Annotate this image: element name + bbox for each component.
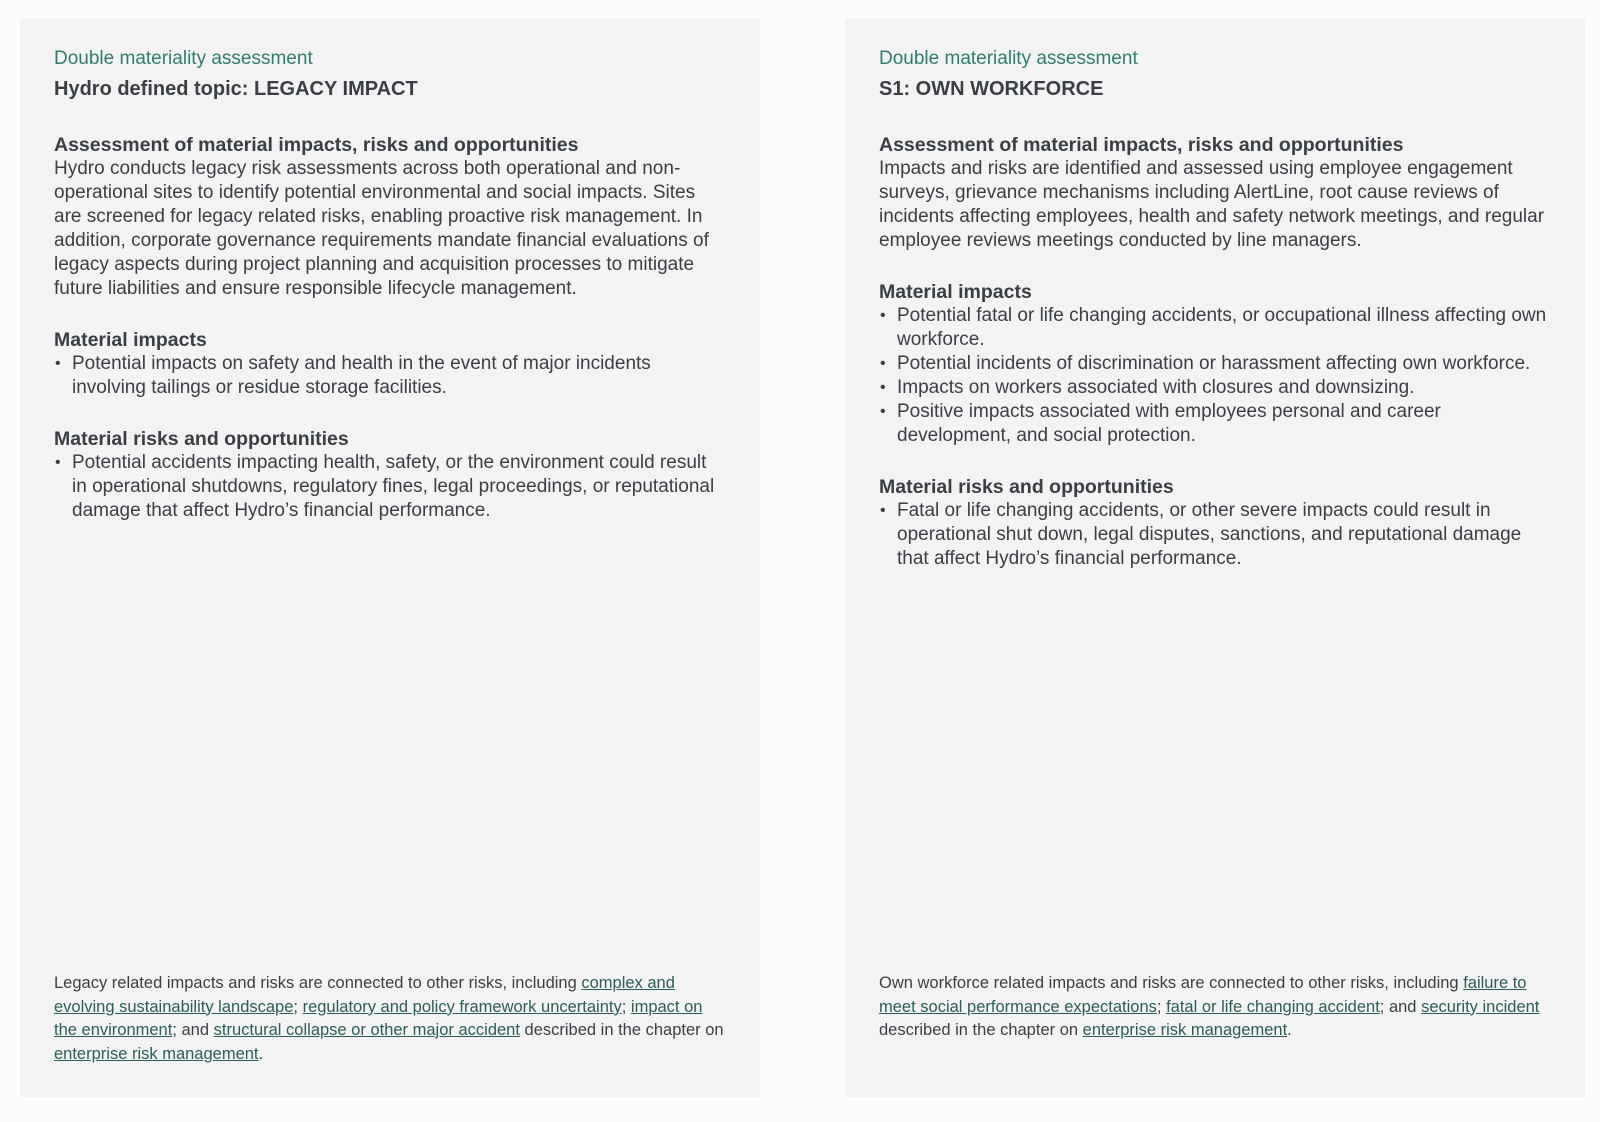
- material-impacts-section: [54, 328, 726, 400]
- note-text: Own workforce related impacts and risks are connected to other risks, including: [879, 974, 1464, 992]
- section-kicker: Double materiality assessment: [54, 48, 313, 69]
- material-impacts-list: [54, 352, 726, 400]
- assessment-text: Hydro conducts legacy risk assessments across both operational and non-operational sites to identify potential environmental and social impacts. Sites are screened for legacy related risks, enabling proactive risk management. In addition, corporate governance requirements mandate financial evaluations of legacy aspects during project planning and acquisition processes to mitigate future liabilities and ensure responsible lifecycle management.: [54, 158, 709, 299]
- connected-risks-note: [54, 972, 726, 1066]
- topic-title: Hydro defined topic: LEGACY IMPACT: [54, 78, 418, 100]
- left-panel: [20, 19, 760, 1097]
- note-text: ;: [293, 997, 303, 1016]
- material-impacts-list: [879, 304, 1551, 448]
- list-item: • Potential incidents of discrimination or harassment affecting own workforce.: [879, 352, 1551, 376]
- link-regulatory-policy-uncertainty[interactable]: regulatory and policy framework uncertainty: [302, 997, 622, 1016]
- connected-risks-note: [879, 972, 1551, 1043]
- note-text: described in the chapter on: [879, 1021, 1083, 1039]
- list-item: • Potential impacts on safety and health in the event of major incidents involving tailings or residue storage facilities.: [54, 352, 726, 400]
- list-item: • Fatal or life changing accidents, or other severe impacts could result in operational shut down, legal disputes, sanctions, and reputational damage that affect Hydro’s financial performance.: [879, 499, 1551, 571]
- topic-title: S1: OWN WORKFORCE: [879, 78, 1104, 100]
- link-enterprise-risk-management[interactable]: enterprise risk management: [54, 1044, 259, 1063]
- link-complex-evolving-sustainability[interactable]: complex and evolving sustainability landscape: [54, 974, 675, 1016]
- note-text: .: [258, 1044, 264, 1063]
- material-impacts-section: [879, 280, 1551, 448]
- link-failure-social-performance[interactable]: failure to meet social performance expectations: [879, 974, 1527, 1016]
- link-impact-on-environment[interactable]: impact on the environment: [54, 997, 703, 1039]
- note-text: .: [1287, 1021, 1292, 1039]
- material-risks-list: [879, 499, 1551, 571]
- assessment-heading: Assessment of material impacts, risks and opportunities: [879, 134, 1404, 156]
- link-structural-collapse[interactable]: structural collapse or other major accident: [213, 1021, 520, 1039]
- note-text: ; and: [1379, 997, 1422, 1016]
- material-risks-section: [54, 427, 726, 523]
- link-fatal-accident[interactable]: fatal or life changing accident: [1166, 997, 1380, 1016]
- right-panel: [845, 19, 1585, 1097]
- assessment-section: [879, 133, 1551, 253]
- assessment-heading: Assessment of material impacts, risks and opportunities: [54, 134, 579, 156]
- material-risks-heading: Material risks and opportunities: [879, 476, 1174, 498]
- section-kicker: Double materiality assessment: [879, 48, 1138, 69]
- material-risks-section: [879, 475, 1551, 571]
- note-text: Legacy related impacts and risks are connected to other risks, including: [54, 974, 582, 992]
- material-risks-list: [54, 451, 726, 523]
- note-text: ;: [1156, 997, 1167, 1016]
- note-text: ; and: [172, 1021, 214, 1039]
- note-text: described in the chapter on: [519, 1021, 724, 1039]
- link-enterprise-risk-management[interactable]: enterprise risk management: [1082, 1021, 1288, 1039]
- assessment-section: [54, 133, 726, 301]
- list-item: • Positive impacts associated with employees personal and career development, and social protection.: [879, 400, 1551, 448]
- list-item: • Potential accidents impacting health, safety, or the environment could result in operational shutdowns, regulatory fines, legal proceedings, or reputational damage that affect Hydro’s financial performance.: [54, 451, 726, 523]
- list-item: • Potential fatal or life changing accidents, or occupational illness affecting own workforce.: [879, 304, 1551, 352]
- assessment-text: Impacts and risks are identified and assessed using employee engagement surveys, grievance mechanisms including AlertLine, root cause reviews of incidents affecting employees, health and safety network meetings, and regular employee reviews meetings conducted by line managers.: [879, 158, 1545, 251]
- material-impacts-heading: Material impacts: [54, 329, 207, 351]
- list-item: • Impacts on workers associated with closures and downsizing.: [879, 376, 1551, 400]
- link-security-incident[interactable]: security incident: [1421, 997, 1540, 1016]
- material-risks-heading: Material risks and opportunities: [54, 428, 349, 450]
- note-text: ;: [621, 997, 631, 1016]
- material-impacts-heading: Material impacts: [879, 281, 1032, 303]
